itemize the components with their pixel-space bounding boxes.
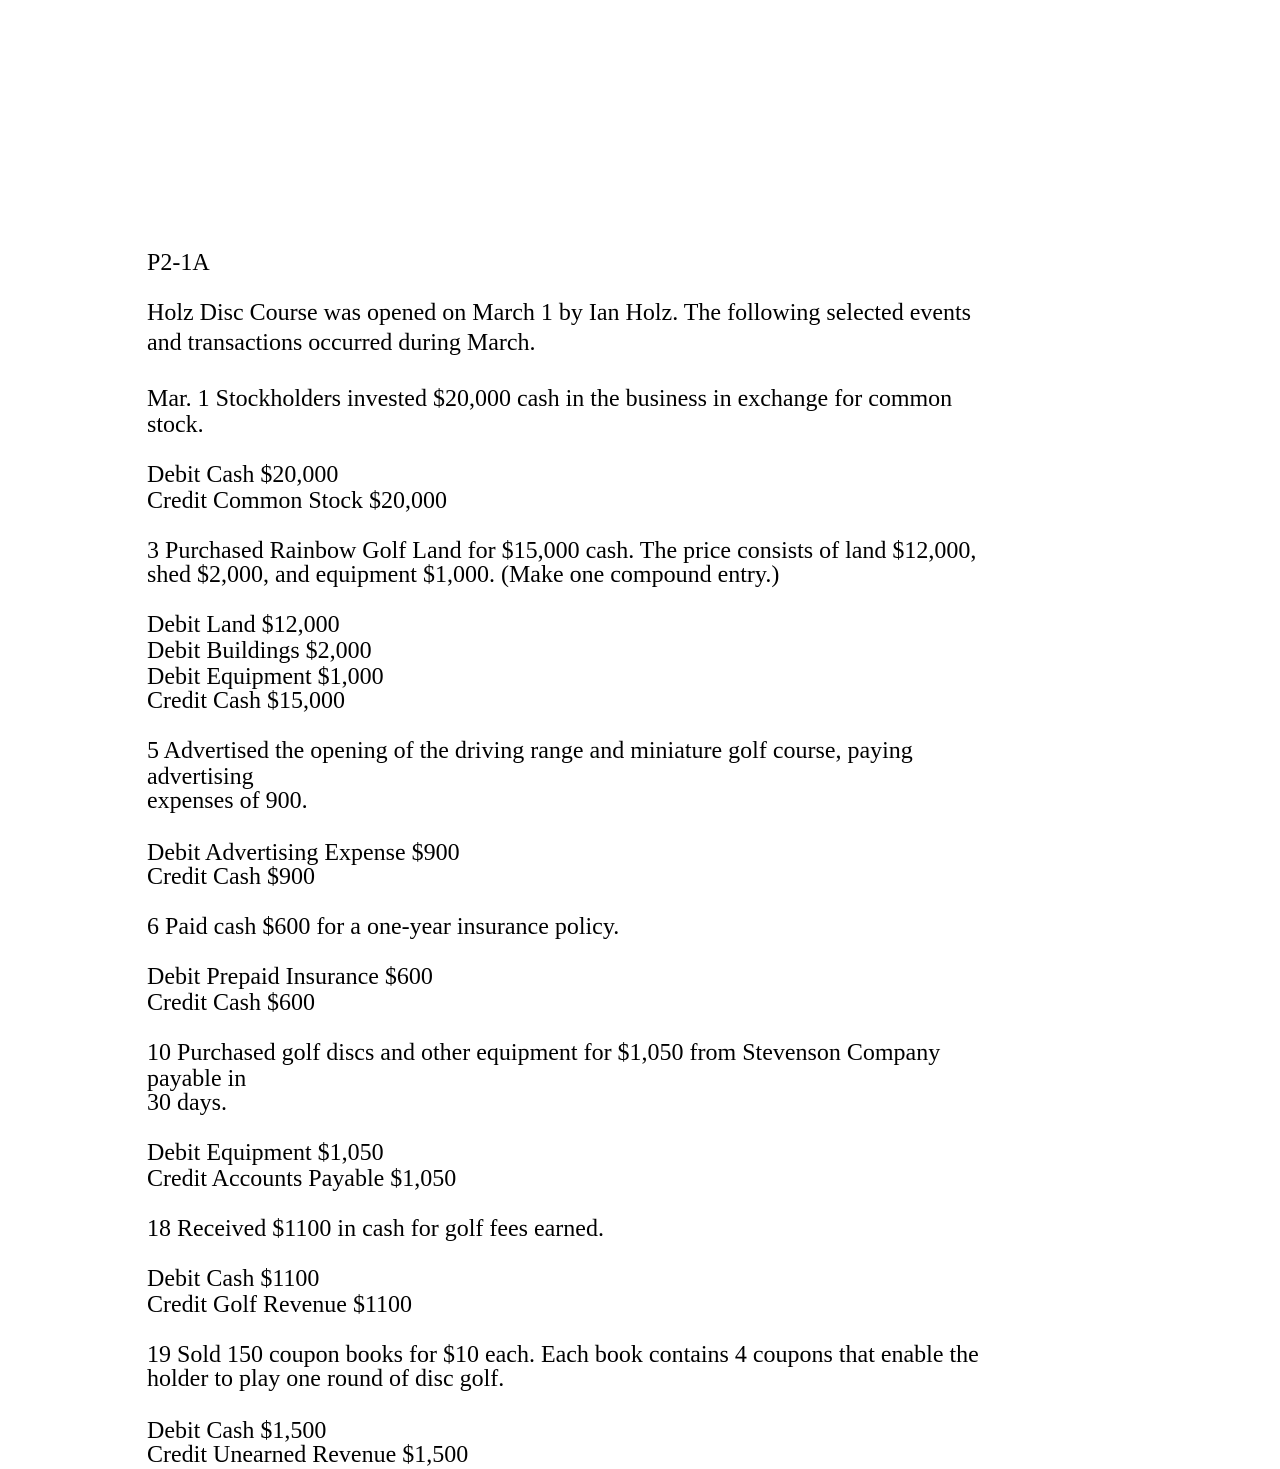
transaction-description: 6 Paid cash $600 for a one-year insurance policy. <box>147 914 620 940</box>
journal-entry: Debit Cash $1,500 <box>147 1418 327 1444</box>
transaction-description: 3 Purchased Rainbow Golf Land for $15,000 cash. The price consists of land $12,000, <box>147 538 977 564</box>
journal-entry: Debit Prepaid Insurance $600 <box>147 964 433 990</box>
journal-entry: Credit Unearned Revenue $1,500 <box>147 1442 469 1468</box>
transaction-description: 19 Sold 150 coupon books for $10 each. Each book contains 4 coupons that enable the <box>147 1342 979 1368</box>
transaction-description: shed $2,000, and equipment $1,000. (Make one compound entry.) <box>147 562 780 588</box>
journal-entry: Debit Land $12,000 <box>147 612 340 638</box>
journal-entry: Credit Accounts Payable $1,050 <box>147 1166 457 1192</box>
transaction-description: Mar. 1 Stockholders invested $20,000 cash in the business in exchange for common <box>147 386 953 412</box>
journal-entry: Debit Cash $20,000 <box>147 462 339 488</box>
journal-entry: Credit Cash $600 <box>147 990 315 1016</box>
journal-entry: Debit Equipment $1,000 <box>147 664 384 690</box>
intro-line: Holz Disc Course was opened on March 1 by Ian Holz. The following selected events <box>147 300 972 326</box>
journal-entry: Debit Equipment $1,050 <box>147 1140 384 1166</box>
transaction-description: 18 Received $1100 in cash for golf fees earned. <box>147 1216 604 1242</box>
journal-entry: Debit Cash $1100 <box>147 1266 320 1292</box>
journal-entry: Credit Cash $15,000 <box>147 688 345 714</box>
transaction-description: payable in <box>147 1066 247 1092</box>
transaction-description: 5 Advertised the opening of the driving range and miniature golf course, paying <box>147 738 913 764</box>
transaction-description: stock. <box>147 412 204 438</box>
journal-entry: Debit Buildings $2,000 <box>147 638 372 664</box>
transaction-description: holder to play one round of disc golf. <box>147 1366 505 1392</box>
intro-line: and transactions occurred during March. <box>147 330 536 356</box>
transaction-description: expenses of 900. <box>147 788 308 814</box>
transaction-description: 10 Purchased golf discs and other equipment for $1,050 from Stevenson Company <box>147 1040 941 1066</box>
journal-entry: Debit Advertising Expense $900 <box>147 840 460 866</box>
transaction-description: 30 days. <box>147 1090 227 1116</box>
journal-entry: Credit Golf Revenue $1100 <box>147 1292 413 1318</box>
journal-entry: Credit Cash $900 <box>147 864 315 890</box>
problem-title: P2-1A <box>147 250 210 276</box>
journal-entry: Credit Common Stock $20,000 <box>147 488 447 514</box>
transaction-description: advertising <box>147 764 254 790</box>
